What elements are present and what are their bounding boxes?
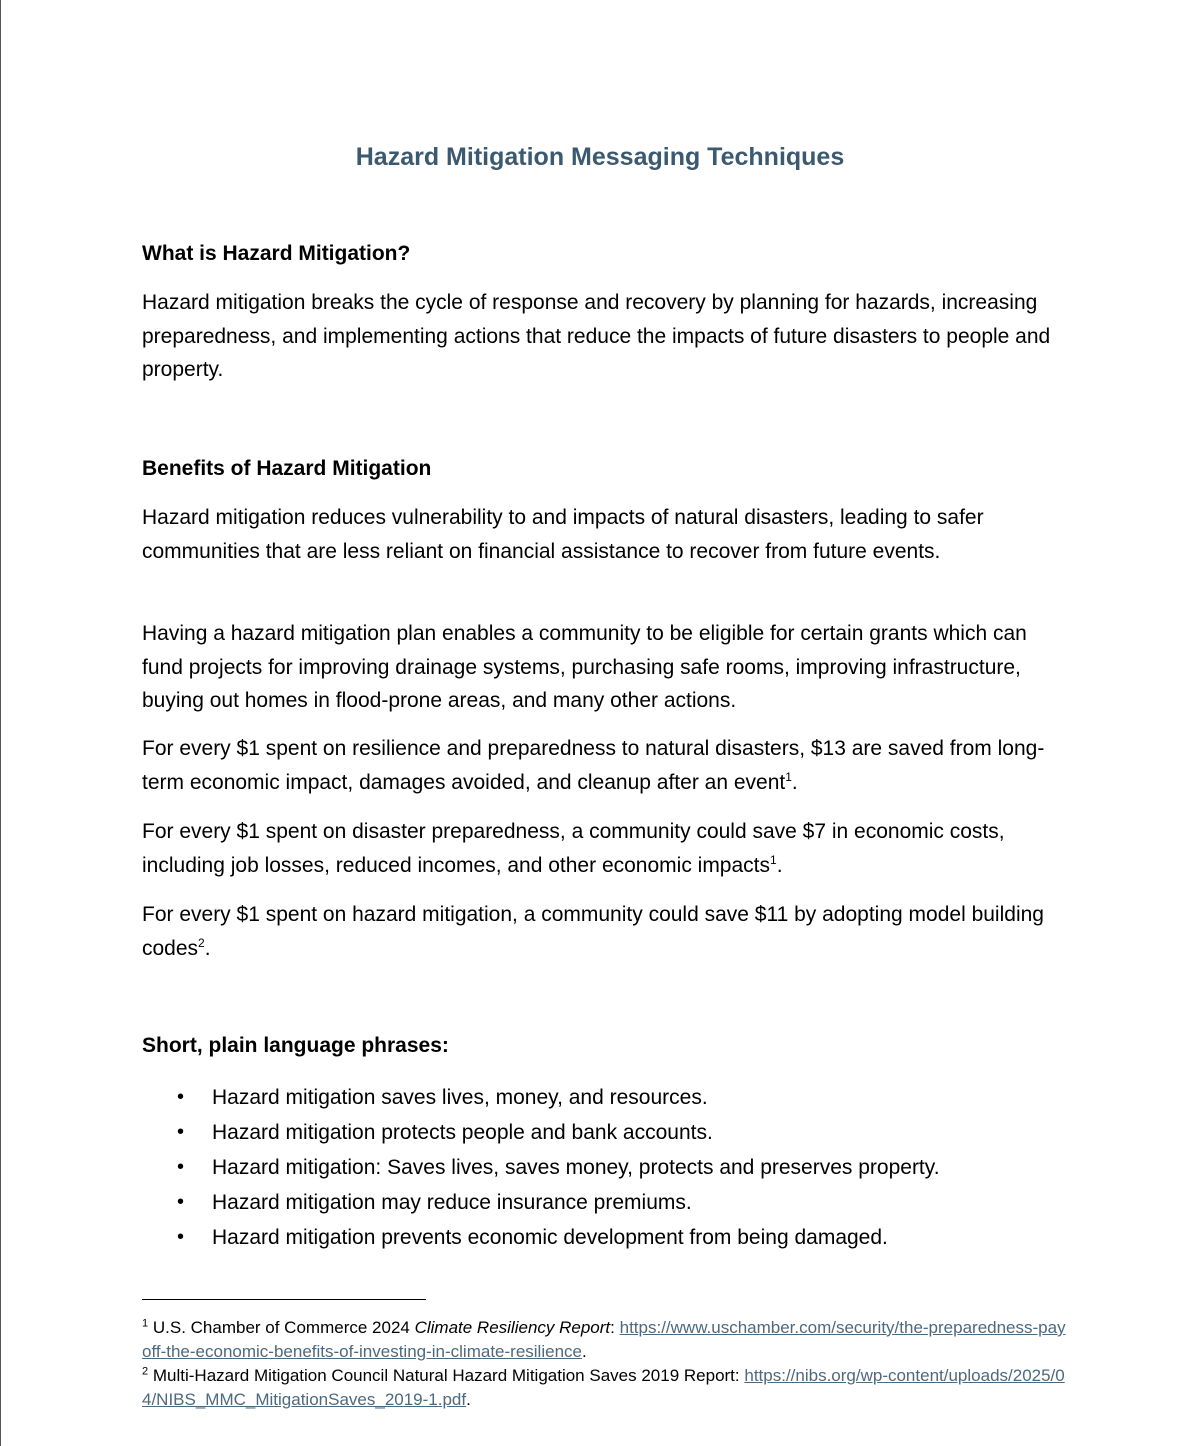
bullet-icon: • (177, 1191, 185, 1213)
heading-benefits: Benefits of Hazard Mitigation (142, 457, 432, 480)
paragraph-end: . (791, 770, 798, 794)
footnote-ref: 2 (198, 935, 205, 950)
footnote-2 (142, 1364, 1072, 1412)
bullet-icon: • (177, 1121, 185, 1143)
page-left-edge (0, 0, 1, 1446)
bullet-icon: • (177, 1086, 185, 1108)
footnote-end: . (466, 1390, 471, 1409)
heading-what-is: What is Hazard Mitigation? (142, 242, 411, 265)
heading-phrases: Short, plain language phrases: (142, 1034, 449, 1057)
footnote-prefix: Multi-Hazard Mitigation Council Natural Hazard Mitigation Saves 2019 Report: (152, 1366, 745, 1385)
list-item-text: Hazard mitigation: Saves lives, saves money, protects and preserves property. (212, 1156, 940, 1179)
paragraph-text: For every $1 spent on resilience and preparedness to natural disasters, $13 are saved from long-term economic impact, damages avoided, and cleanup after an event (142, 737, 1045, 794)
footnote-report-title: Climate Resiliency Report (414, 1318, 611, 1337)
list-item (142, 1080, 1067, 1115)
footnote-prefix: U.S. Chamber of Commerce 2024 (152, 1318, 415, 1337)
paragraph-benefits-2: Having a hazard mitigation plan enables a community to be eligible for certain grants which can fund projects for improving drainage systems, purchasing safe rooms, improving infrastructure, buying out homes in flood-prone areas, and many other actions. (142, 622, 1027, 712)
paragraph-benefits-3 (142, 732, 1067, 799)
paragraph-what-is: Hazard mitigation breaks the cycle of response and recovery by planning for hazards, increasing preparedness, and implementing actions that reduce the impacts of future disasters to people and property. (142, 291, 1051, 381)
page-title: Hazard Mitigation Messaging Techniques (355, 143, 845, 171)
paragraph-benefits-4 (142, 815, 1067, 882)
bullet-icon: • (177, 1226, 185, 1248)
paragraph-end: . (204, 936, 211, 960)
footnote-number: 1 (142, 1317, 149, 1330)
footnote-link-nibs[interactable]: https://nibs.org/wp-content/uploads/2025/04/NIBS_MMC_MitigationSaves_2019-1.pdf (142, 1366, 1065, 1409)
footnote-ref: 1 (770, 852, 777, 867)
paragraph-end: . (776, 853, 783, 877)
list-item (142, 1115, 1067, 1150)
list-item-text: Hazard mitigation may reduce insurance premiums. (212, 1191, 692, 1214)
phrase-list (142, 1080, 1067, 1255)
list-item-text: Hazard mitigation prevents economic development from being damaged. (212, 1226, 888, 1249)
list-item (142, 1150, 1067, 1185)
list-item (142, 1220, 1067, 1255)
bullet-icon: • (177, 1156, 185, 1178)
footnote-separator: : (610, 1318, 620, 1337)
footnotes (142, 1316, 1072, 1412)
paragraph-benefits-1: Hazard mitigation reduces vulnerability to and impacts of natural disasters, leading to safer communities that are less reliant on financial assistance to recover from future events. (142, 506, 984, 563)
paragraph-text: For every $1 spent on disaster preparedness, a community could save $7 in economic costs, including job losses, reduced incomes, and other economic impacts (142, 820, 1005, 877)
list-item-text: Hazard mitigation protects people and bank accounts. (212, 1121, 713, 1144)
footnote-ref: 1 (785, 769, 792, 784)
paragraph-benefits-5 (142, 898, 1067, 965)
list-item (142, 1185, 1067, 1220)
paragraph-text: For every $1 spent on hazard mitigation, a community could save $11 by adopting model building codes (142, 903, 1044, 960)
footnote-end: . (581, 1342, 587, 1361)
footnote-divider (142, 1299, 426, 1300)
footnote-number: 2 (142, 1365, 149, 1378)
list-item-text: Hazard mitigation saves lives, money, and resources. (212, 1086, 708, 1109)
footnote-link-uschamber[interactable]: https://www.uschamber.com/security/the-preparedness-payoff-the-economic-benefits-of-investing-in-climate-resilience (142, 1318, 1066, 1361)
footnote-1 (142, 1316, 1072, 1364)
